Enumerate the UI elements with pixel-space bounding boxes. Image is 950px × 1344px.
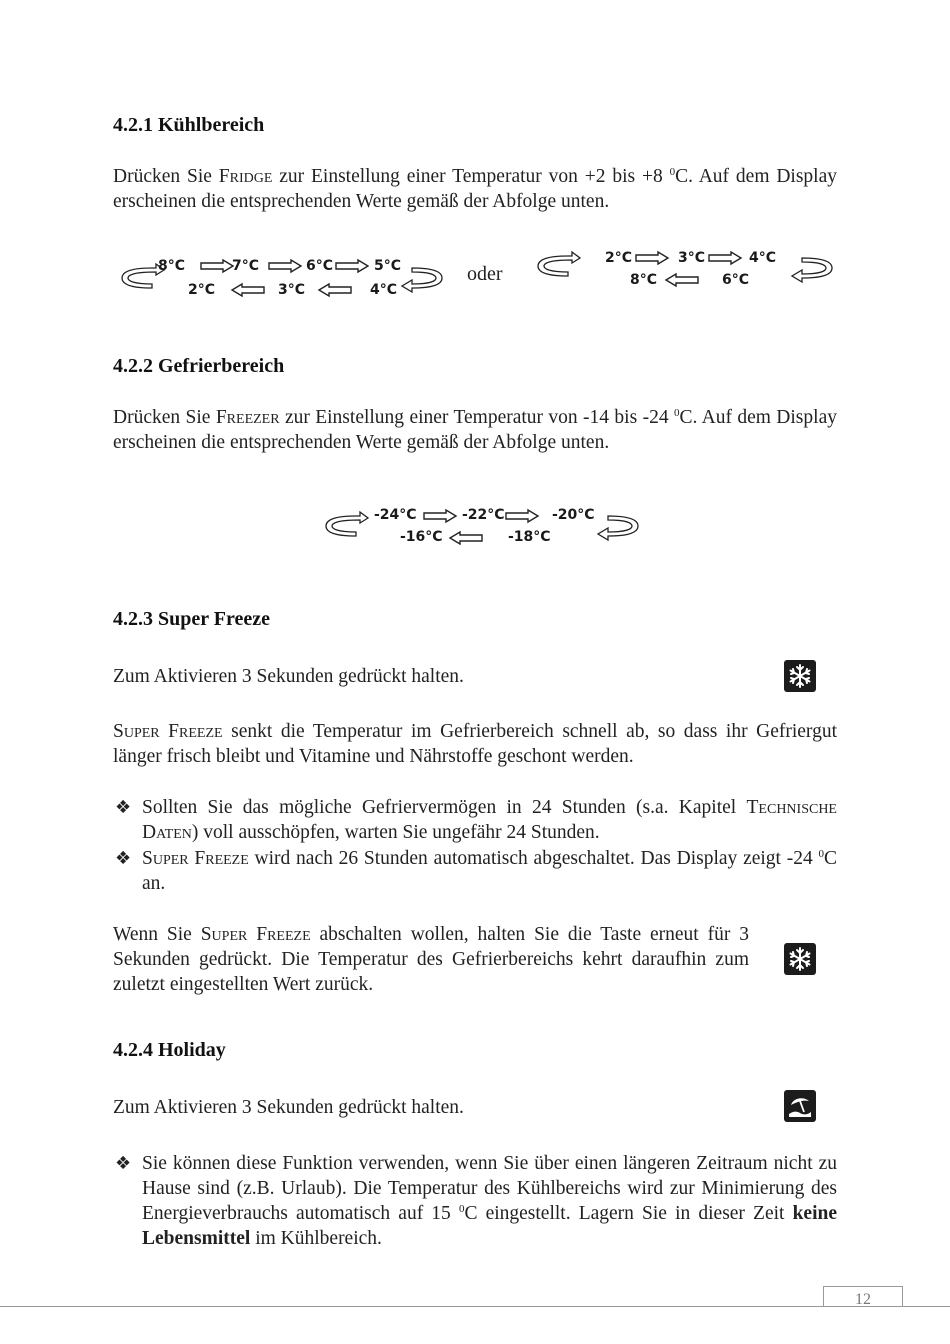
page-number: 12 <box>823 1286 903 1307</box>
fridge-sequence-diagram-a <box>120 252 450 302</box>
text-run: zur Einstellung einer Temperatur von -14 bis -24 <box>279 407 674 428</box>
loop-arrow-left-icon <box>538 252 580 276</box>
arrow-left-icon <box>319 284 351 296</box>
degree-superscript: 0 <box>673 407 680 419</box>
fridge-sequence-diagram-b <box>536 244 836 294</box>
temp-value: 3°C <box>278 282 306 298</box>
text-run: C eingestellt. Lagern Sie in dieser Zeit <box>464 1203 793 1224</box>
arrow-right-icon <box>506 510 538 522</box>
kuehlbereich-paragraph <box>113 164 837 214</box>
section-heading-super-freeze: 4.2.3 Super Freeze <box>113 608 271 630</box>
temp-value: -20°C <box>552 507 595 523</box>
text-run: zur Einstellung einer Temperatur von +2 bis +8 <box>272 166 670 187</box>
text-run: Drücken Sie <box>113 407 216 428</box>
snowflake-icon <box>784 660 816 692</box>
arrow-right-icon <box>201 260 233 272</box>
text-run: wird nach 26 Stunden automatisch abgeschaltet. Das Display zeigt -24 <box>248 848 819 869</box>
degree-superscript: 0 <box>669 166 676 178</box>
list-item <box>113 1151 837 1251</box>
gefrierbereich-paragraph <box>113 405 837 455</box>
temp-value: 5°C <box>374 258 402 274</box>
super-freeze-label: Super Freeze <box>142 848 249 869</box>
diamond-bullet-icon: ❖ <box>115 797 132 818</box>
arrow-left-icon <box>232 284 264 296</box>
arrow-right-icon <box>709 252 741 264</box>
arrow-right-icon <box>269 260 301 272</box>
super-freeze-deactivate-paragraph <box>113 922 749 997</box>
loop-arrow-left-icon <box>326 512 368 536</box>
freezer-sequence-diagram <box>324 502 644 552</box>
temp-value: 6°C <box>306 258 334 274</box>
super-freeze-label: Super Freeze <box>200 924 311 945</box>
temp-value: -22°C <box>462 507 505 523</box>
text-run: C an. <box>142 848 837 894</box>
arrow-right-icon <box>336 260 368 272</box>
holiday-umbrella-icon <box>784 1090 816 1122</box>
arrow-left-icon <box>450 532 482 544</box>
holiday-activate-text: Zum Aktivieren 3 Sekunden gedrückt halten. <box>113 1097 464 1118</box>
temp-value: 8°C <box>630 272 658 288</box>
list-item <box>113 795 837 845</box>
section-heading-gefrierbereich: 4.2.2 Gefrierbereich <box>113 355 285 377</box>
emphasis-text: keine Lebensmittel <box>142 1203 837 1249</box>
fridge-key-label: Fridge <box>218 166 273 187</box>
text-run: abschalten wollen, halten Sie die Taste erneut für 3 Sekunden gedrückt. Die Temperatur des Gefrierbereichs kehrt daraufhin zum zuletzt eingestellten Wert zurück. <box>113 924 749 995</box>
arrow-right-icon <box>636 252 668 264</box>
arrow-left-icon <box>666 274 698 286</box>
snowflake-icon <box>784 943 816 975</box>
loop-arrow-right-icon <box>792 258 832 282</box>
temp-value: -24°C <box>374 507 417 523</box>
temp-value: 7°C <box>232 258 260 274</box>
loop-arrow-right-icon <box>598 516 638 540</box>
super-freeze-description <box>113 719 837 769</box>
temp-value: 6°C <box>722 272 750 288</box>
temp-value: 8°C <box>158 258 186 274</box>
text-run: Sie können diese Funktion verwenden, wenn Sie über einen längeren Zeitraum nicht zu Hause sind (z.B. Urlaub). Die Temperatur des Kühlbereichs wird zur Minimierung des Energieverbrauchs automatisch auf 15 <box>142 1153 837 1224</box>
list-item <box>113 846 837 896</box>
temp-value: -18°C <box>508 529 551 545</box>
text-run: ) voll ausschöpfen, warten Sie ungefähr 24 Stunden. <box>191 822 600 843</box>
text-run: Drücken Sie <box>113 166 219 187</box>
super-freeze-label: Super Freeze <box>113 721 223 742</box>
text-run: Sollten Sie das mögliche Gefriervermögen in 24 Stunden (s.a. Kapitel <box>142 797 747 818</box>
technische-daten-label: Technische Daten <box>142 797 837 843</box>
text-run: C. Auf dem Display erscheinen die entsprechenden Werte gemäß der Abfolge unten. <box>113 407 837 453</box>
temp-value: 3°C <box>678 250 706 266</box>
text-run: senkt die Temperatur im Gefrierbereich schnell ab, so dass ihr Gefriergut länger frisch bleibt und Vitamine und Nährstoffe geschont werden. <box>113 721 837 767</box>
temp-value: 2°C <box>188 282 216 298</box>
footer-rule <box>0 1306 950 1307</box>
temp-value: 4°C <box>370 282 398 298</box>
text-run: im Kühlbereich. <box>250 1228 382 1249</box>
oder-label: oder <box>467 263 503 285</box>
arrow-right-icon <box>424 510 456 522</box>
section-heading-kuehlbereich: 4.2.1 Kühlbereich <box>113 114 265 136</box>
freezer-key-label: Freezer <box>215 407 280 428</box>
loop-arrow-right-icon <box>402 268 442 292</box>
diamond-bullet-icon: ❖ <box>115 848 132 869</box>
temp-value: -16°C <box>400 529 443 545</box>
temp-value: 2°C <box>605 250 633 266</box>
text-run: Wenn Sie <box>113 924 201 945</box>
text-run: C. Auf dem Display erscheinen die entsprechenden Werte gemäß der Abfolge unten. <box>113 166 837 212</box>
degree-superscript: 0 <box>818 848 824 860</box>
temp-value: 4°C <box>749 250 777 266</box>
diamond-bullet-icon: ❖ <box>115 1153 132 1174</box>
super-freeze-activate-text: Zum Aktivieren 3 Sekunden gedrückt halten. <box>113 666 464 687</box>
degree-superscript: 0 <box>458 1203 465 1215</box>
section-heading-holiday: 4.2.4 Holiday <box>113 1039 226 1061</box>
